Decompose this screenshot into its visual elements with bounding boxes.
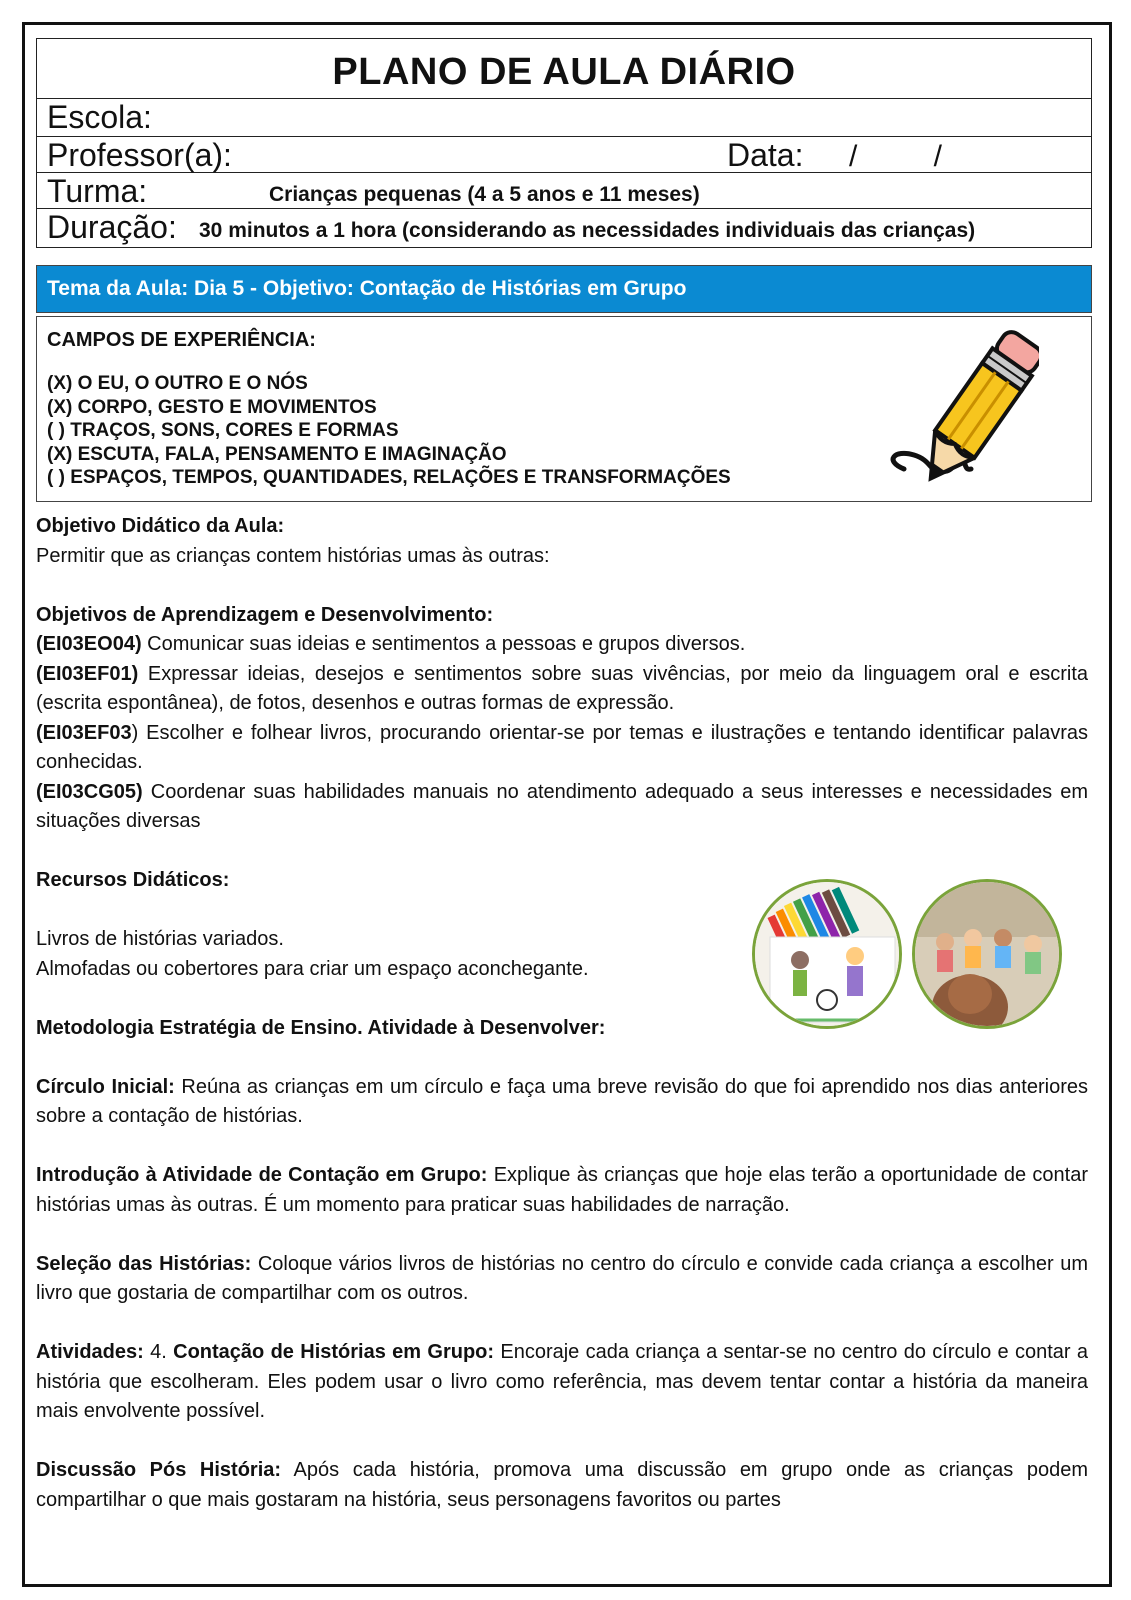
escola-label: Escola:	[47, 99, 152, 135]
metodologia-step	[36, 1338, 1088, 1427]
objetivo-text: Coordenar suas habilidades manuais no atendimento adequado a seus interesses e necessidades em situações diversas	[36, 780, 1088, 832]
metodologia-step	[36, 1456, 1088, 1515]
turma-value: Crianças pequenas (4 a 5 anos e 11 meses)	[269, 183, 700, 206]
professor-row	[37, 137, 1091, 173]
campos-item: (X) CORPO, GESTO E MOVIMENTOS	[47, 396, 377, 418]
metodologia-heading: Metodologia Estratégia de Ensino. Atividade à Desenvolver:	[36, 1016, 606, 1039]
step-text: Após cada história, promova uma discussão em grupo onde as crianças podem compartilhar o que mais gostaram na história, seus personagens favoritos ou partes	[36, 1459, 1089, 1511]
step-label: Contação de Histórias em Grupo:	[173, 1341, 495, 1363]
children-circle-photo	[912, 879, 1062, 1029]
objetivo-item	[36, 630, 1088, 660]
step-label: Introdução à Atividade de Contação em Grupo:	[36, 1164, 488, 1186]
objetivo-code: (EI03CG05)	[36, 780, 143, 803]
step-mid: 4.	[143, 1341, 174, 1363]
professor-label: Professor(a):	[47, 137, 232, 173]
duracao-label: Duração:	[47, 209, 177, 245]
metodologia-step	[36, 1073, 1088, 1132]
children-drawing-image	[752, 879, 902, 1029]
metodologia-step	[36, 1250, 1088, 1309]
objetivo-code: (EI03EO04)	[36, 633, 142, 655]
campos-item: ( ) ESPAÇOS, TEMPOS, QUANTIDADES, RELAÇÕES E TRANSFORMAÇÕES	[47, 467, 731, 488]
objetivo-code: (EI03EF01)	[36, 662, 139, 685]
turma-label: Turma:	[47, 173, 148, 209]
campos-title: CAMPOS DE EXPERIÊNCIA:	[47, 329, 316, 351]
metodologia-step	[36, 1161, 1088, 1220]
theme-bar: Tema da Aula: Dia 5 - Objetivo: Contação de Histórias em Grupo	[36, 265, 1092, 313]
recurso-item: Livros de histórias variados.	[36, 928, 284, 950]
campos-box	[36, 316, 1092, 502]
step-label: Círculo Inicial:	[36, 1075, 175, 1098]
campos-item: (X) O EU, O OUTRO E O NÓS	[47, 373, 308, 394]
step-text: Reúna as crianças em um círculo e faça uma breve revisão do que foi aprendido nos dias anteriores sobre a contação de histórias.	[36, 1075, 1088, 1127]
objetivos-aprendizagem-heading: Objetivos de Aprendizagem e Desenvolvimento:	[36, 603, 494, 626]
objetivo-didatico-heading: Objetivo Didático da Aula:	[36, 515, 285, 537]
step-label: Seleção das Histórias:	[36, 1252, 252, 1275]
campos-list	[47, 372, 731, 490]
objetivo-didatico-text: Permitir que as crianças contem histórias umas às outras:	[36, 544, 550, 567]
objetivo-item	[36, 660, 1088, 719]
duracao-value: 30 minutos a 1 hora (considerando as necessidades individuais das crianças)	[199, 219, 976, 242]
recursos-heading: Recursos Didáticos:	[36, 869, 230, 891]
step-label: Atividades:	[36, 1341, 144, 1363]
objetivo-item	[36, 719, 1088, 778]
step-label: Discussão Pós História:	[36, 1459, 282, 1481]
step-text: Coloque vários livros de histórias no centro do círculo e convide cada criança a escolher um livro que gostaria de compartilhar com os outros.	[36, 1252, 1088, 1304]
data-label: Data:	[727, 137, 804, 173]
step-text: Explique às crianças que hoje elas terão a oportunidade de contar histórias umas às outras. É um momento para praticar suas habilidades de narração.	[36, 1164, 1089, 1216]
objetivo-text: Expressar ideias, desejos e sentimentos sobre suas vivências, por meio da linguagem oral e escrita (escrita espontânea), de fotos, desenhos e outras formas de expressão.	[36, 662, 1088, 714]
objetivo-text: Comunicar suas ideias e sentimentos a pessoas e grupos diversos.	[141, 633, 746, 655]
turma-row	[37, 173, 1091, 209]
objetivo-item	[36, 778, 1088, 837]
header-table	[36, 38, 1092, 248]
recurso-item: Almofadas ou cobertores para criar um espaço aconchegante.	[36, 957, 589, 980]
pencil-icon	[859, 321, 1039, 491]
objetivo-text: ) Escolher e folhear livros, procurando orientar-se por temas e ilustrações e tentando identificar palavras conhecidas.	[36, 721, 1088, 773]
objetivo-code: (EI03EF03	[36, 721, 132, 744]
campos-item: ( ) TRAÇOS, SONS, CORES E FORMAS	[47, 420, 399, 441]
illustration-photos	[752, 879, 1064, 1031]
escola-row	[37, 99, 1091, 137]
data-value: / /	[849, 140, 977, 173]
step-text: Encoraje cada criança a sentar-se no centro do círculo e contar a história que escolheram. Eles podem usar o livro como referência, mas devem tentar contar a história da maneira mais envolvente possível.	[36, 1341, 1088, 1422]
duracao-row	[37, 209, 1091, 247]
page-title: PLANO DE AULA DIÁRIO	[37, 39, 1091, 99]
campos-item: (X) ESCUTA, FALA, PENSAMENTO E IMAGINAÇÃO	[47, 443, 507, 465]
